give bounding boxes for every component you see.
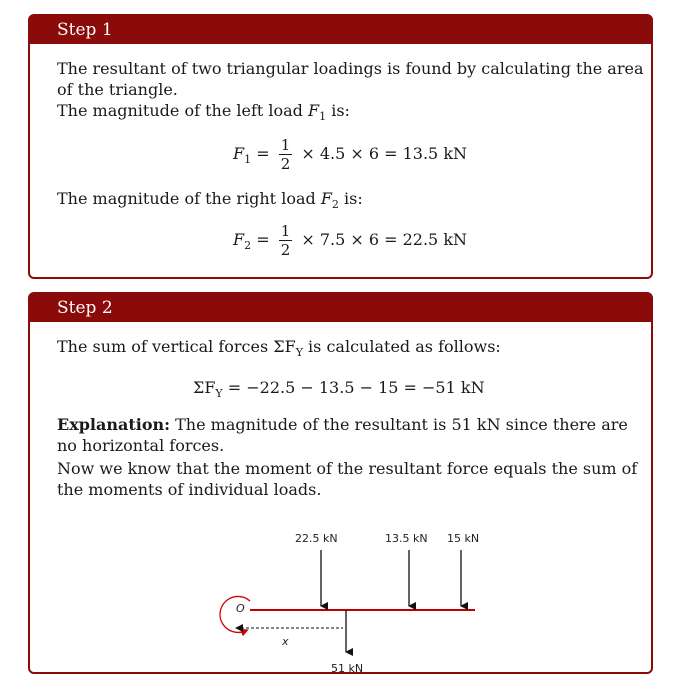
force2-label: 13.5 kN [385, 532, 428, 545]
force1-label: 22.5 kN [295, 532, 338, 545]
f1-symbol: F [308, 101, 320, 120]
explanation-line1 [57, 414, 628, 435]
step2-para1-sub: Y [295, 346, 303, 360]
explanation-line2: no horizontal forces. [57, 436, 225, 455]
origin-label: O [236, 602, 245, 615]
eq2-fraction [279, 222, 293, 259]
distance-label: x [282, 635, 289, 648]
step1-para1-line1: The resultant of two triangular loadings is found by calculating the area [57, 59, 644, 78]
resultant-label: 51 kN [331, 662, 364, 675]
equation-f2: $F_2$ = $\frac{1}{2}$ × 7.5 × 6 = 22.5 kN [233, 222, 468, 259]
sum-eq-sub: Y [215, 387, 223, 401]
sum-eq-lhs: ΣF [193, 378, 216, 397]
eq2-rhs: × 7.5 × 6 = 22.5 kN [301, 230, 468, 249]
f2-sub: 2 [331, 198, 339, 212]
eq2-den: 2 [280, 241, 291, 259]
eq1-rhs: × 4.5 × 6 = 13.5 kN [301, 144, 468, 163]
eq1-num: 1 [280, 136, 291, 154]
eq1-fraction [279, 136, 293, 173]
eq2-num: 1 [280, 222, 291, 240]
f2-symbol: F [320, 189, 332, 208]
eq1-sub: 1 [244, 153, 252, 167]
equation-f1: $F_1$ = $\frac{1}{2}$ × 4.5 × 6 = 13.5 kN [233, 136, 468, 173]
explanation-text: The magnitude of the resultant is 51 kN since there are [170, 415, 628, 434]
force-diagram [190, 507, 490, 675]
equation-sum-fy [193, 378, 485, 400]
step2-title: Step 2 [30, 294, 651, 322]
step2-para1-text: The sum of vertical forces ΣF [57, 337, 296, 356]
force3-label: 15 kN [447, 532, 480, 545]
f1-sub: 1 [319, 110, 327, 124]
step1-para1-line2: of the triangle. [57, 80, 178, 99]
step1-para2-suffix: is: [326, 101, 350, 120]
sum-eq-rhs: = −22.5 − 13.5 − 15 = −51 kN [222, 378, 485, 397]
step2-para1 [57, 336, 501, 363]
step1-para3-prefix: The magnitude of the right load [57, 189, 321, 208]
moment-arc [220, 596, 250, 632]
step1-para3 [57, 188, 363, 215]
step1-card [28, 14, 653, 279]
step1-para2-prefix: The magnitude of the left load [57, 101, 309, 120]
eq2-lhs: F [233, 230, 245, 249]
step2-para1-suffix: is calculated as follows: [302, 337, 501, 356]
eq1-den: 2 [280, 155, 291, 173]
step2-para3-line2: the moments of individual loads. [57, 480, 322, 499]
eq2-sub: 2 [244, 239, 252, 253]
step2-card [28, 292, 653, 674]
eq1-lhs: F [233, 144, 245, 163]
step1-para3-suffix: is: [338, 189, 363, 208]
step2-para3-line1: Now we know that the moment of the resultant force equals the sum of [57, 459, 638, 478]
explanation-label: Explanation: [57, 415, 171, 434]
step1-title: Step 1 [30, 16, 651, 44]
step1-para2 [57, 100, 350, 127]
